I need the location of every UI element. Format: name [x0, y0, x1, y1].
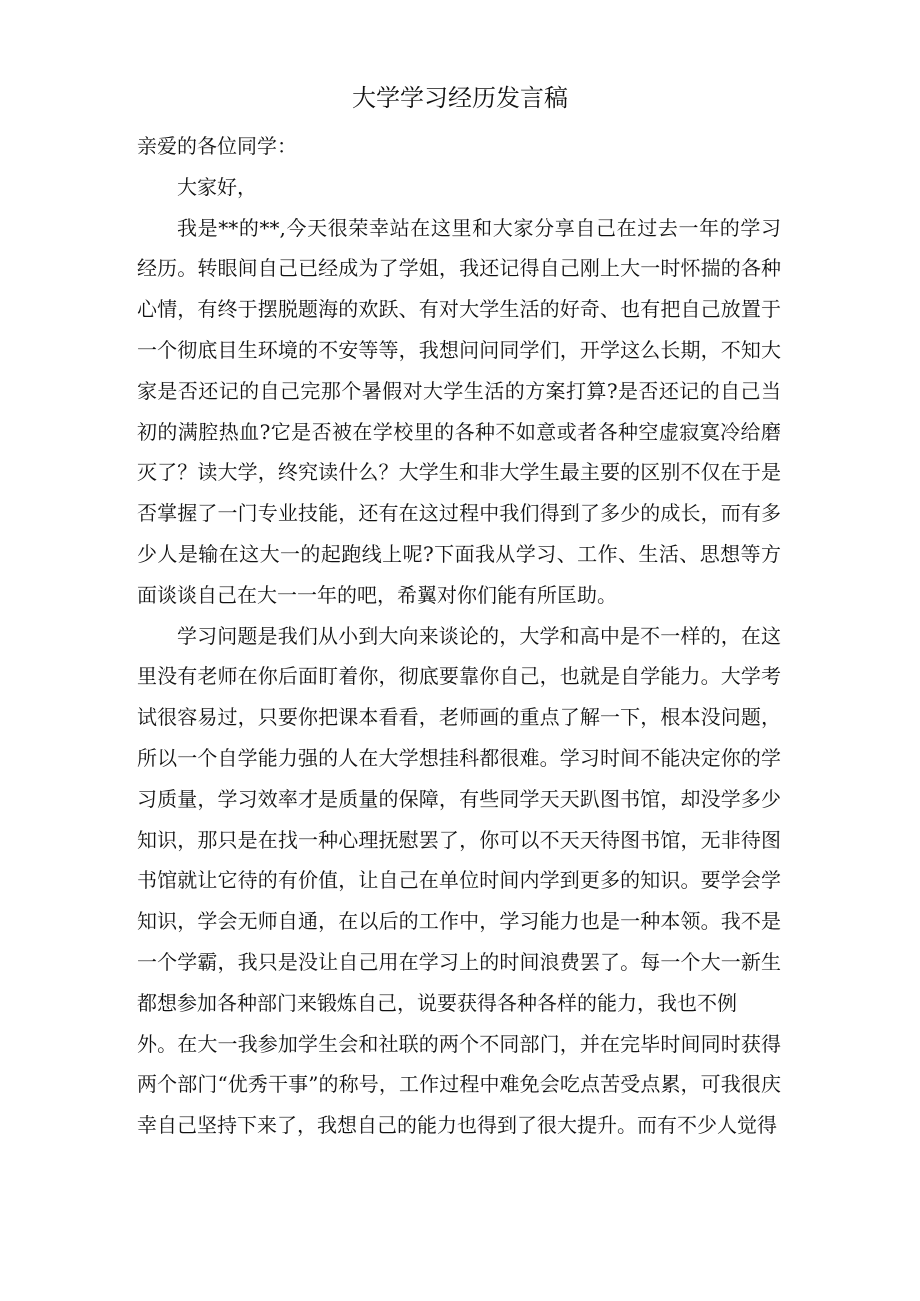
salutation: 亲爱的各位同学： — [137, 134, 297, 158]
paragraph-3: 外。在大一我参加学生会和社联的两个不同部门，并在完毕时间同时获得两个部门“优秀干事”的称号，工作过程中难免会吃点苦受点累，可我很庆幸自己坚持下来了，我想自己的能力也得到了很大提升。而有不少人觉得 — [137, 1031, 781, 1138]
greeting: 大家好， — [177, 174, 257, 199]
paragraph-1: 我是**的**,今天很荣幸站在这里和大家分享自己在过去一年的学习经历。转眼间自己已经成为了学姐，我还记得自己刚上大一时怀揣的各种心情，有终于摆脱题海的欢跃、有对大学生活的好奇、也有把自己放置于一个彻底目生环境的不安等等，我想问问同学们，开学这么长期，不知大家是否还记的自己完那个暑假对大学生活的方案打算?是否还记的自己当初的满腔热血?它是否被在学校里的各种不如意或者各种空虚寂寞冷给磨灭了？读大学，终究读什么？大学生和非大学生最主要的区别不仅在于是否掌握了一门专业技能，还有在这过程中我们得到了多少的成长，而有多少人是输在这大一的起跑线上呢?下面我从学习、工作、生活、思想等方面谈谈自己在大一一年的吧，希翼对你们能有所匡助。 — [137, 215, 781, 607]
document-body — [137, 126, 781, 1146]
document-title: 大学学习经历发言稿 — [352, 84, 568, 112]
paragraph-2: 学习问题是我们从小到大向来谈论的，大学和高中是不一样的，在这里没有老师在你后面盯着你，彻底要靠你自己，也就是自学能力。大学考试很容易过，只要你把课本看看，老师画的重点了解一下，根本没问题，所以一个自学能力强的人在大学想挂科都很难。学习时间不能决定你的学习质量，学习效率才是质量的保障，有些同学天天趴图书馆，却没学多少知识，那只是在找一种心理抚慰罢了，你可以不天天待图书馆，无非待图书馆就让它待的有价值，让自己在单位时间内学到更多的知识。要学会学知识，学会无师自通，在以后的工作中，学习能力也是一种本领。我不是一个学霸，我只是没让自己用在学习上的时间浪费罢了。每一个大一新生都想参加各种部门来锻炼自己，说要获得各种各样的能力，我也不例 — [137, 623, 781, 1015]
